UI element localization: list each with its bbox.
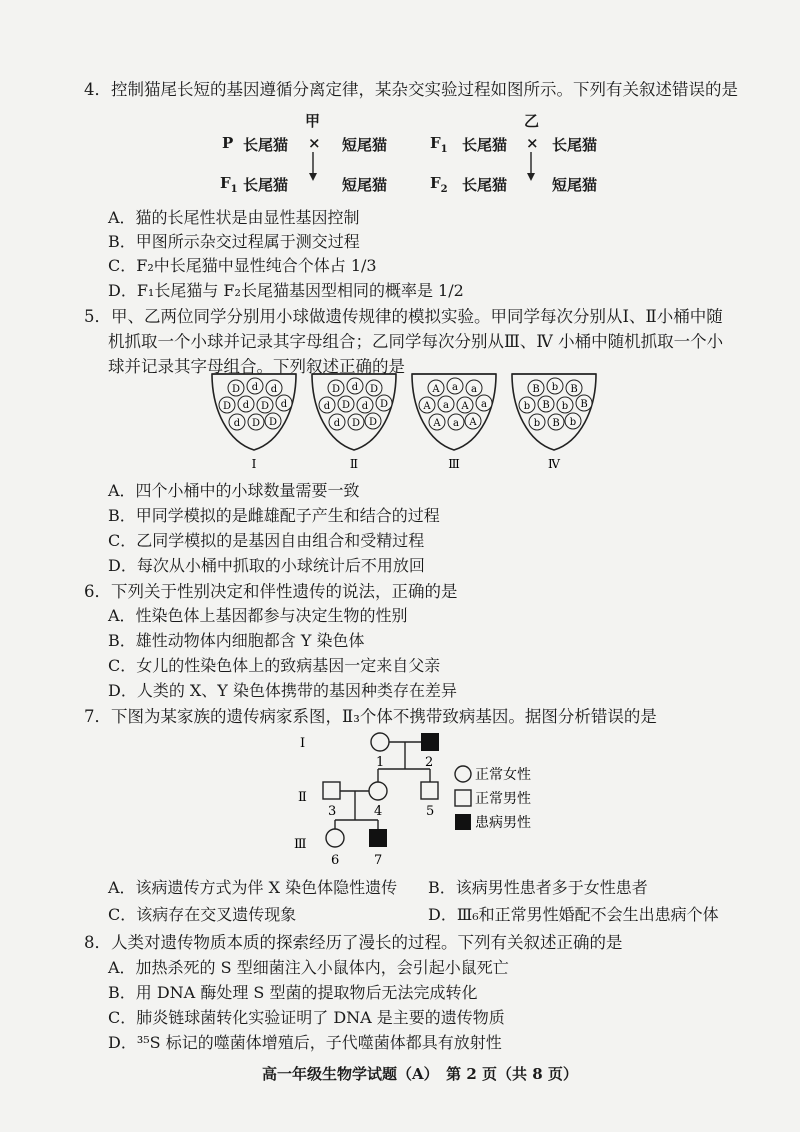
q8-option-a: A．加热杀死的 S 型细菌注入小鼠体内，会引起小鼠死亡	[108, 958, 509, 977]
q5-option-d: D．每次从小桶中抓取的小球统计后不用放回	[108, 556, 425, 575]
individual-3	[323, 782, 340, 799]
bucket-4	[512, 374, 596, 471]
ball-label: d	[351, 382, 359, 393]
individual-label-4: 4	[374, 804, 383, 819]
legend-affected-male: 患病男性	[475, 815, 531, 831]
individual-6	[326, 829, 344, 847]
legend-normal-female-icon	[455, 766, 471, 782]
ball-label: A	[461, 401, 469, 412]
ball-label: d	[270, 384, 278, 395]
q5-stem-line-3: 球并记录其字母组合。下列叙述正确的是	[108, 357, 405, 376]
cross-b-f2-left: 长尾猫	[462, 176, 508, 194]
legend-affected-male-icon	[455, 814, 471, 830]
cross-a-f1-right: 短尾猫	[342, 176, 388, 194]
page-footer: 高一年级生物学试题（A） 第 2 页（共 8 页）	[262, 1065, 578, 1083]
cross-a-label: 甲	[305, 112, 321, 130]
cross-b-label: 乙	[524, 112, 540, 130]
pedigree-chart	[280, 725, 600, 875]
q7-option-b: B．该病男性患者多于女性患者	[428, 878, 648, 897]
individual-label-3: 3	[328, 804, 337, 819]
q6-option-b: B．雄性动物体内细胞都含 Y 染色体	[108, 631, 365, 650]
ball-label: D	[351, 418, 361, 429]
q6-stem: 6．下列关于性别决定和伴性遗传的说法，正确的是	[84, 582, 458, 601]
ball-label: d	[333, 418, 341, 429]
bucket-3	[412, 374, 496, 471]
q4-option-c: C．F₂中长尾猫中显性纯合个体占 1/3	[108, 256, 377, 275]
cross-b-f1-right: 长尾猫	[552, 136, 598, 154]
cross-a-p-left: 长尾猫	[243, 136, 289, 154]
ball-label: a	[481, 399, 487, 410]
q6-option-c: C．女儿的性染色体上的致病基因一定来自父亲	[108, 656, 441, 675]
ball-label: b	[551, 382, 559, 393]
ball-label: a	[452, 382, 458, 393]
ball-label: d	[323, 401, 331, 412]
bucket-label: Ⅲ	[448, 457, 460, 471]
cross-a-symbol: ×	[308, 134, 321, 152]
ball-label: d	[242, 400, 250, 411]
ball-label: a	[471, 384, 477, 395]
ball-label: d	[280, 399, 288, 410]
q8-option-d: D．³⁵S 标记的噬菌体增殖后，子代噬菌体都具有放射性	[108, 1033, 502, 1052]
generation-label-3: Ⅲ	[294, 837, 307, 852]
ball-label: b	[523, 401, 531, 412]
ball-label: D	[369, 384, 379, 395]
individual-4	[369, 782, 387, 800]
bucket-1	[212, 374, 296, 471]
individual-7	[369, 829, 387, 847]
ball-label: D	[231, 384, 241, 395]
bucket-label: Ⅳ	[548, 457, 560, 471]
cross-b-arrow	[518, 148, 548, 184]
q5-stem-line-2: 机抓取一个小球并记录其字母组合；乙同学每次分别从Ⅲ、Ⅳ 小桶中随机抓取一个小	[108, 332, 724, 351]
legend-normal-female: 正常女性	[475, 767, 531, 783]
ball-label: D	[268, 417, 278, 428]
q8-stem: 8．人类对遗传物质本质的探索经历了漫长的过程。下列有关叙述正确的是	[84, 933, 623, 952]
ball-label: A	[423, 401, 431, 412]
bucket-label: Ⅰ	[251, 457, 257, 471]
q5-option-b: B．甲同学模拟的是雌雄配子产生和结合的过程	[108, 506, 440, 525]
ball-label: B	[552, 418, 560, 429]
individual-5	[421, 782, 438, 799]
cross-b-f2-right: 短尾猫	[552, 176, 598, 194]
ball-label: A	[433, 418, 441, 429]
q4-stem: 4．控制猫尾长短的基因遵循分离定律，某杂交实验过程如图所示。下列有关叙述错误的是	[84, 80, 738, 99]
ball-label: D	[368, 417, 378, 428]
ball-label: B	[580, 399, 588, 410]
ball-label: d	[361, 401, 369, 412]
individual-label-6: 6	[331, 853, 340, 868]
q5-stem-line-1: 5．甲、乙两位同学分别用小球做遗传规律的模拟实验。甲同学每次分别从Ⅰ、Ⅱ小桶中随	[84, 307, 723, 326]
generation-label-1: Ⅰ	[300, 736, 306, 751]
cross-b-f2-label: $F_2$	[430, 174, 448, 195]
cross-a-p-label: P	[222, 134, 234, 152]
q7-stem: 7．下图为某家族的遗传病家系图，Ⅱ₃个体不携带致病基因。据图分析错误的是	[84, 707, 657, 726]
generation-label-2: Ⅱ	[298, 790, 307, 805]
ball-label: B	[570, 384, 578, 395]
ball-label: B	[532, 384, 540, 395]
q7-option-d: D．Ⅲ₆和正常男性婚配不会生出患病个体	[428, 905, 719, 924]
cross-a-p-right: 短尾猫	[342, 136, 388, 154]
q6-option-a: A．性染色体上基因都参与决定生物的性别	[108, 606, 408, 625]
bucket-label: Ⅱ	[349, 457, 359, 471]
individual-label-1: 1	[376, 755, 385, 770]
individual-2	[421, 733, 439, 751]
ball-label: b	[533, 418, 541, 429]
ball-label: D	[331, 384, 341, 395]
q7-option-a: A．该病遗传方式为伴 X 染色体隐性遗传	[108, 878, 398, 897]
ball-label: D	[251, 418, 261, 429]
q5-option-a: A．四个小桶中的小球数量需要一致	[108, 481, 360, 500]
q5-option-c: C．乙同学模拟的是基因自由组合和受精过程	[108, 531, 425, 550]
q7-option-c: C．该病存在交叉遗传现象	[108, 905, 297, 924]
ball-label: a	[453, 418, 459, 429]
q4-option-d: D．F₁长尾猫与 F₂长尾猫基因型相同的概率是 1/2	[108, 281, 464, 300]
cross-b-symbol: ×	[526, 134, 539, 152]
ball-label: D	[260, 401, 270, 412]
legend-normal-male-icon	[455, 790, 471, 806]
ball-label: A	[469, 417, 477, 428]
q6-option-d: D．人类的 X、Y 染色体携带的基因种类存在差异	[108, 681, 457, 700]
ball-label: d	[251, 382, 259, 393]
individual-label-2: 2	[425, 755, 434, 770]
q4-option-b: B．甲图所示杂交过程属于测交过程	[108, 232, 360, 251]
bucket-2	[312, 374, 396, 471]
legend-normal-male: 正常男性	[475, 791, 531, 807]
ball-label: d	[233, 418, 241, 429]
ball-label: a	[443, 400, 449, 411]
cross-b-f1-left: 长尾猫	[462, 136, 508, 154]
q8-option-b: B．用 DNA 酶处理 S 型菌的提取物后无法完成转化	[108, 983, 478, 1002]
cross-b-f1-label: $F_1$	[430, 134, 448, 155]
bucket-diagram	[210, 370, 630, 475]
ball-label: D	[341, 400, 351, 411]
ball-label: b	[561, 401, 569, 412]
individual-1	[371, 733, 389, 751]
individual-label-7: 7	[374, 853, 383, 868]
cross-a-arrow	[300, 148, 330, 184]
ball-label: b	[569, 417, 577, 428]
individual-label-5: 5	[426, 804, 435, 819]
cross-a-f1-left: 长尾猫	[243, 176, 289, 194]
ball-label: D	[222, 401, 232, 412]
q4-option-a: A．猫的长尾性状是由显性基因控制	[108, 208, 360, 227]
cross-a-f1-label: $F_1$	[220, 174, 238, 195]
ball-label: D	[379, 399, 389, 410]
ball-label: B	[542, 400, 550, 411]
ball-label: A	[432, 384, 440, 395]
q8-option-c: C．肺炎链球菌转化实验证明了 DNA 是主要的遗传物质	[108, 1008, 505, 1027]
